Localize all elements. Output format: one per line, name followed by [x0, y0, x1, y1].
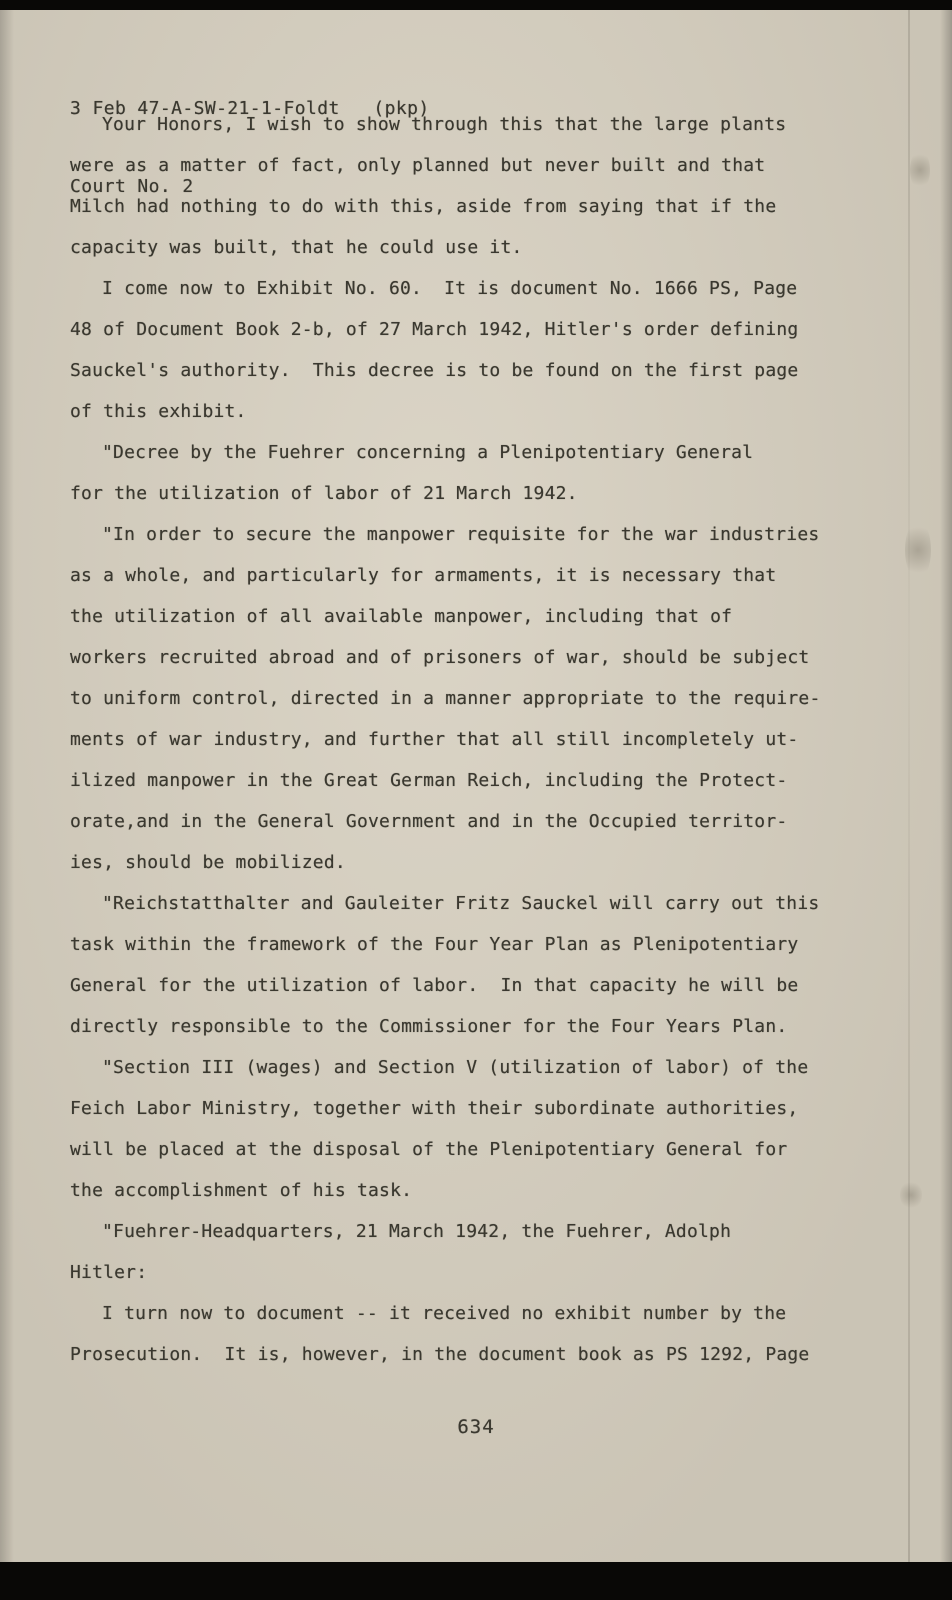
header-reference-line: 3 Feb 47-A-SW-21-1-Foldt (pkp)	[70, 98, 430, 119]
header-court-line: Court No. 2	[70, 176, 194, 197]
page-number: 634	[457, 1416, 495, 1438]
document-body	[70, 104, 821, 1375]
paragraph	[70, 1047, 810, 1211]
text-line: "In order to secure the manpower requisite for the war industries	[102, 524, 820, 545]
text-line: the accomplishment of his task.	[70, 1180, 413, 1201]
text-line: Your Honors, I wish to show through this that the large plants	[102, 114, 787, 135]
text-line: Milch had nothing to do with this, aside from saying that if the	[70, 196, 777, 217]
paragraph	[70, 514, 821, 883]
text-line: directly responsible to the Commissioner for the Four Years Plan.	[70, 1016, 788, 1037]
text-line: to uniform control, directed in a manner appropriate to the require-	[70, 688, 821, 709]
text-line: orate,and in the General Government and in the Occupied territor-	[70, 811, 788, 832]
text-line: task within the framework of the Four Year Plan as Plenipotentiary	[70, 934, 799, 955]
text-line: ments of war industry, and further that all still incompletely ut-	[70, 729, 799, 750]
paragraph	[70, 883, 820, 1047]
text-line: for the utilization of labor of 21 March 1942.	[70, 483, 578, 504]
text-line: I turn now to document -- it received no exhibit number by the	[102, 1303, 787, 1324]
text-line: 48 of Document Book 2-b, of 27 March 1942, Hitler's order defining	[70, 319, 799, 340]
text-line: ilized manpower in the Great German Reich, including the Protect-	[70, 770, 788, 791]
text-line: Feich Labor Ministry, together with their subordinate authorities,	[70, 1098, 799, 1119]
text-line: capacity was built, that he could use it.	[70, 237, 523, 258]
text-line: ies, should be mobilized.	[70, 852, 346, 873]
text-line: Prosecution. It is, however, in the document book as PS 1292, Page	[70, 1344, 810, 1365]
text-line: the utilization of all available manpower, including that of	[70, 606, 733, 627]
text-line: as a whole, and particularly for armaments, it is necessary that	[70, 565, 777, 586]
text-line: will be placed at the disposal of the Plenipotentiary General for	[70, 1139, 788, 1160]
text-line: workers recruited abroad and of prisoners of war, should be subject	[70, 647, 810, 668]
text-line: "Decree by the Fuehrer concerning a Plenipotentiary General	[102, 442, 754, 463]
paragraph	[70, 268, 810, 432]
paragraph	[70, 432, 810, 514]
paragraph	[70, 1211, 810, 1293]
paragraph	[70, 1293, 810, 1375]
text-line: I come now to Exhibit No. 60. It is document No. 1666 PS, Page	[102, 278, 798, 299]
text-line: "Reichstatthalter and Gauleiter Fritz Sauckel will carry out this	[102, 893, 820, 914]
text-line: Hitler:	[70, 1262, 148, 1283]
text-line: Sauckel's authority. This decree is to be found on the first page	[70, 360, 799, 381]
text-line: General for the utilization of labor. In that capacity he will be	[70, 975, 799, 996]
text-line: "Fuehrer-Headquarters, 21 March 1942, the Fuehrer, Adolph	[102, 1221, 732, 1242]
scan-edge-bottom	[0, 1562, 952, 1600]
paragraph	[70, 104, 810, 268]
text-line: of this exhibit.	[70, 401, 247, 422]
scan-edge-top	[0, 0, 952, 10]
text-line: were as a matter of fact, only planned but never built and that	[70, 155, 766, 176]
text-line: "Section III (wages) and Section V (utilization of labor) of the	[102, 1057, 809, 1078]
